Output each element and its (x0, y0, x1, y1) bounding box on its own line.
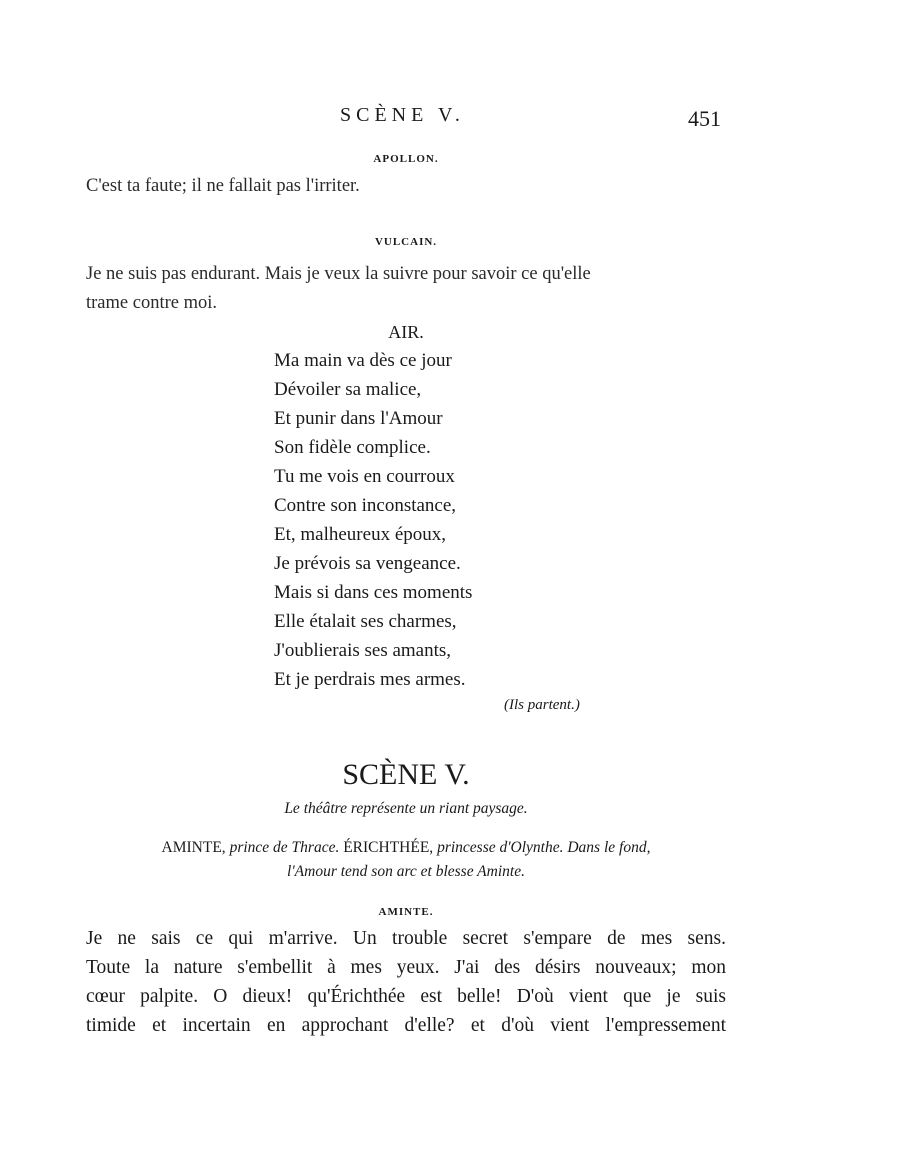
character-desc-erichthee: princesse d'Olynthe. Dans le fond, (437, 839, 651, 856)
aminte-line: Toute la nature s'embellit à mes yeux. J'ai des désirs nouveaux; mon (86, 957, 726, 978)
verse-line: J'oublierais ses amants, (274, 640, 452, 661)
verse-line: Mais si dans ces moments (274, 582, 473, 603)
air-heading: AIR. (388, 322, 424, 342)
aminte-line: cœur palpite. O dieux! qu'Érichthée est belle! D'où vient que je suis (86, 986, 726, 1007)
stage-direction-exit: (Ils partent.) (504, 697, 580, 713)
verse-line: Et je perdrais mes armes. (274, 669, 466, 690)
verse-line: Contre son inconstance, (274, 495, 457, 516)
speaker-aminte: AMINTE. (378, 906, 434, 918)
character-list (86, 836, 726, 884)
air-verses (274, 346, 472, 694)
apollon-line: C'est ta faute; il ne fallait pas l'irriter. (86, 176, 360, 196)
speaker-vulcain: VULCAIN. (374, 236, 438, 248)
aminte-line: Je ne sais ce qui m'arrive. Un trouble secret s'empare de mes sens. (86, 928, 726, 949)
apollon-speech (86, 172, 726, 201)
character-desc-aminte: prince de Thrace. (229, 839, 340, 856)
character-stage-note: l'Amour tend son arc et blesse Aminte. (287, 863, 525, 880)
running-head (0, 104, 900, 134)
verse-line: Et punir dans l'Amour (274, 408, 443, 429)
vulcain-line: Je ne suis pas endurant. Mais je veux la suivre pour savoir ce qu'elle (86, 264, 591, 284)
aminte-line: timide et incertain en approchant d'elle? et d'où vient l'empressement (86, 1015, 726, 1036)
speaker-apollon: APOLLON. (373, 153, 439, 165)
character-name-aminte: AMINTE, (161, 839, 226, 856)
verse-line: Dévoiler sa malice, (274, 379, 422, 400)
verse-line: Ma main va dès ce jour (274, 350, 452, 371)
running-title: SCÈNE V. (340, 104, 465, 126)
verse-line: Son fidèle complice. (274, 437, 431, 458)
verse-line: Tu me vois en courroux (274, 466, 455, 487)
character-line (86, 836, 726, 860)
verse-line: Elle étalait ses charmes, (274, 611, 457, 632)
scene-title: SCÈNE V. (342, 758, 470, 791)
vulcain-speech (86, 260, 726, 318)
verse-line: Je prévois sa vengeance. (274, 553, 461, 574)
aminte-speech (86, 924, 726, 1040)
scene-setting: Le théâtre représente un riant paysage. (284, 800, 528, 817)
vulcain-line: trame contre moi. (86, 293, 217, 313)
verse-line: Et, malheureux époux, (274, 524, 447, 545)
page-number: 451 (688, 106, 721, 131)
character-name-erichthee: ÉRICHTHÉE, (343, 839, 434, 856)
